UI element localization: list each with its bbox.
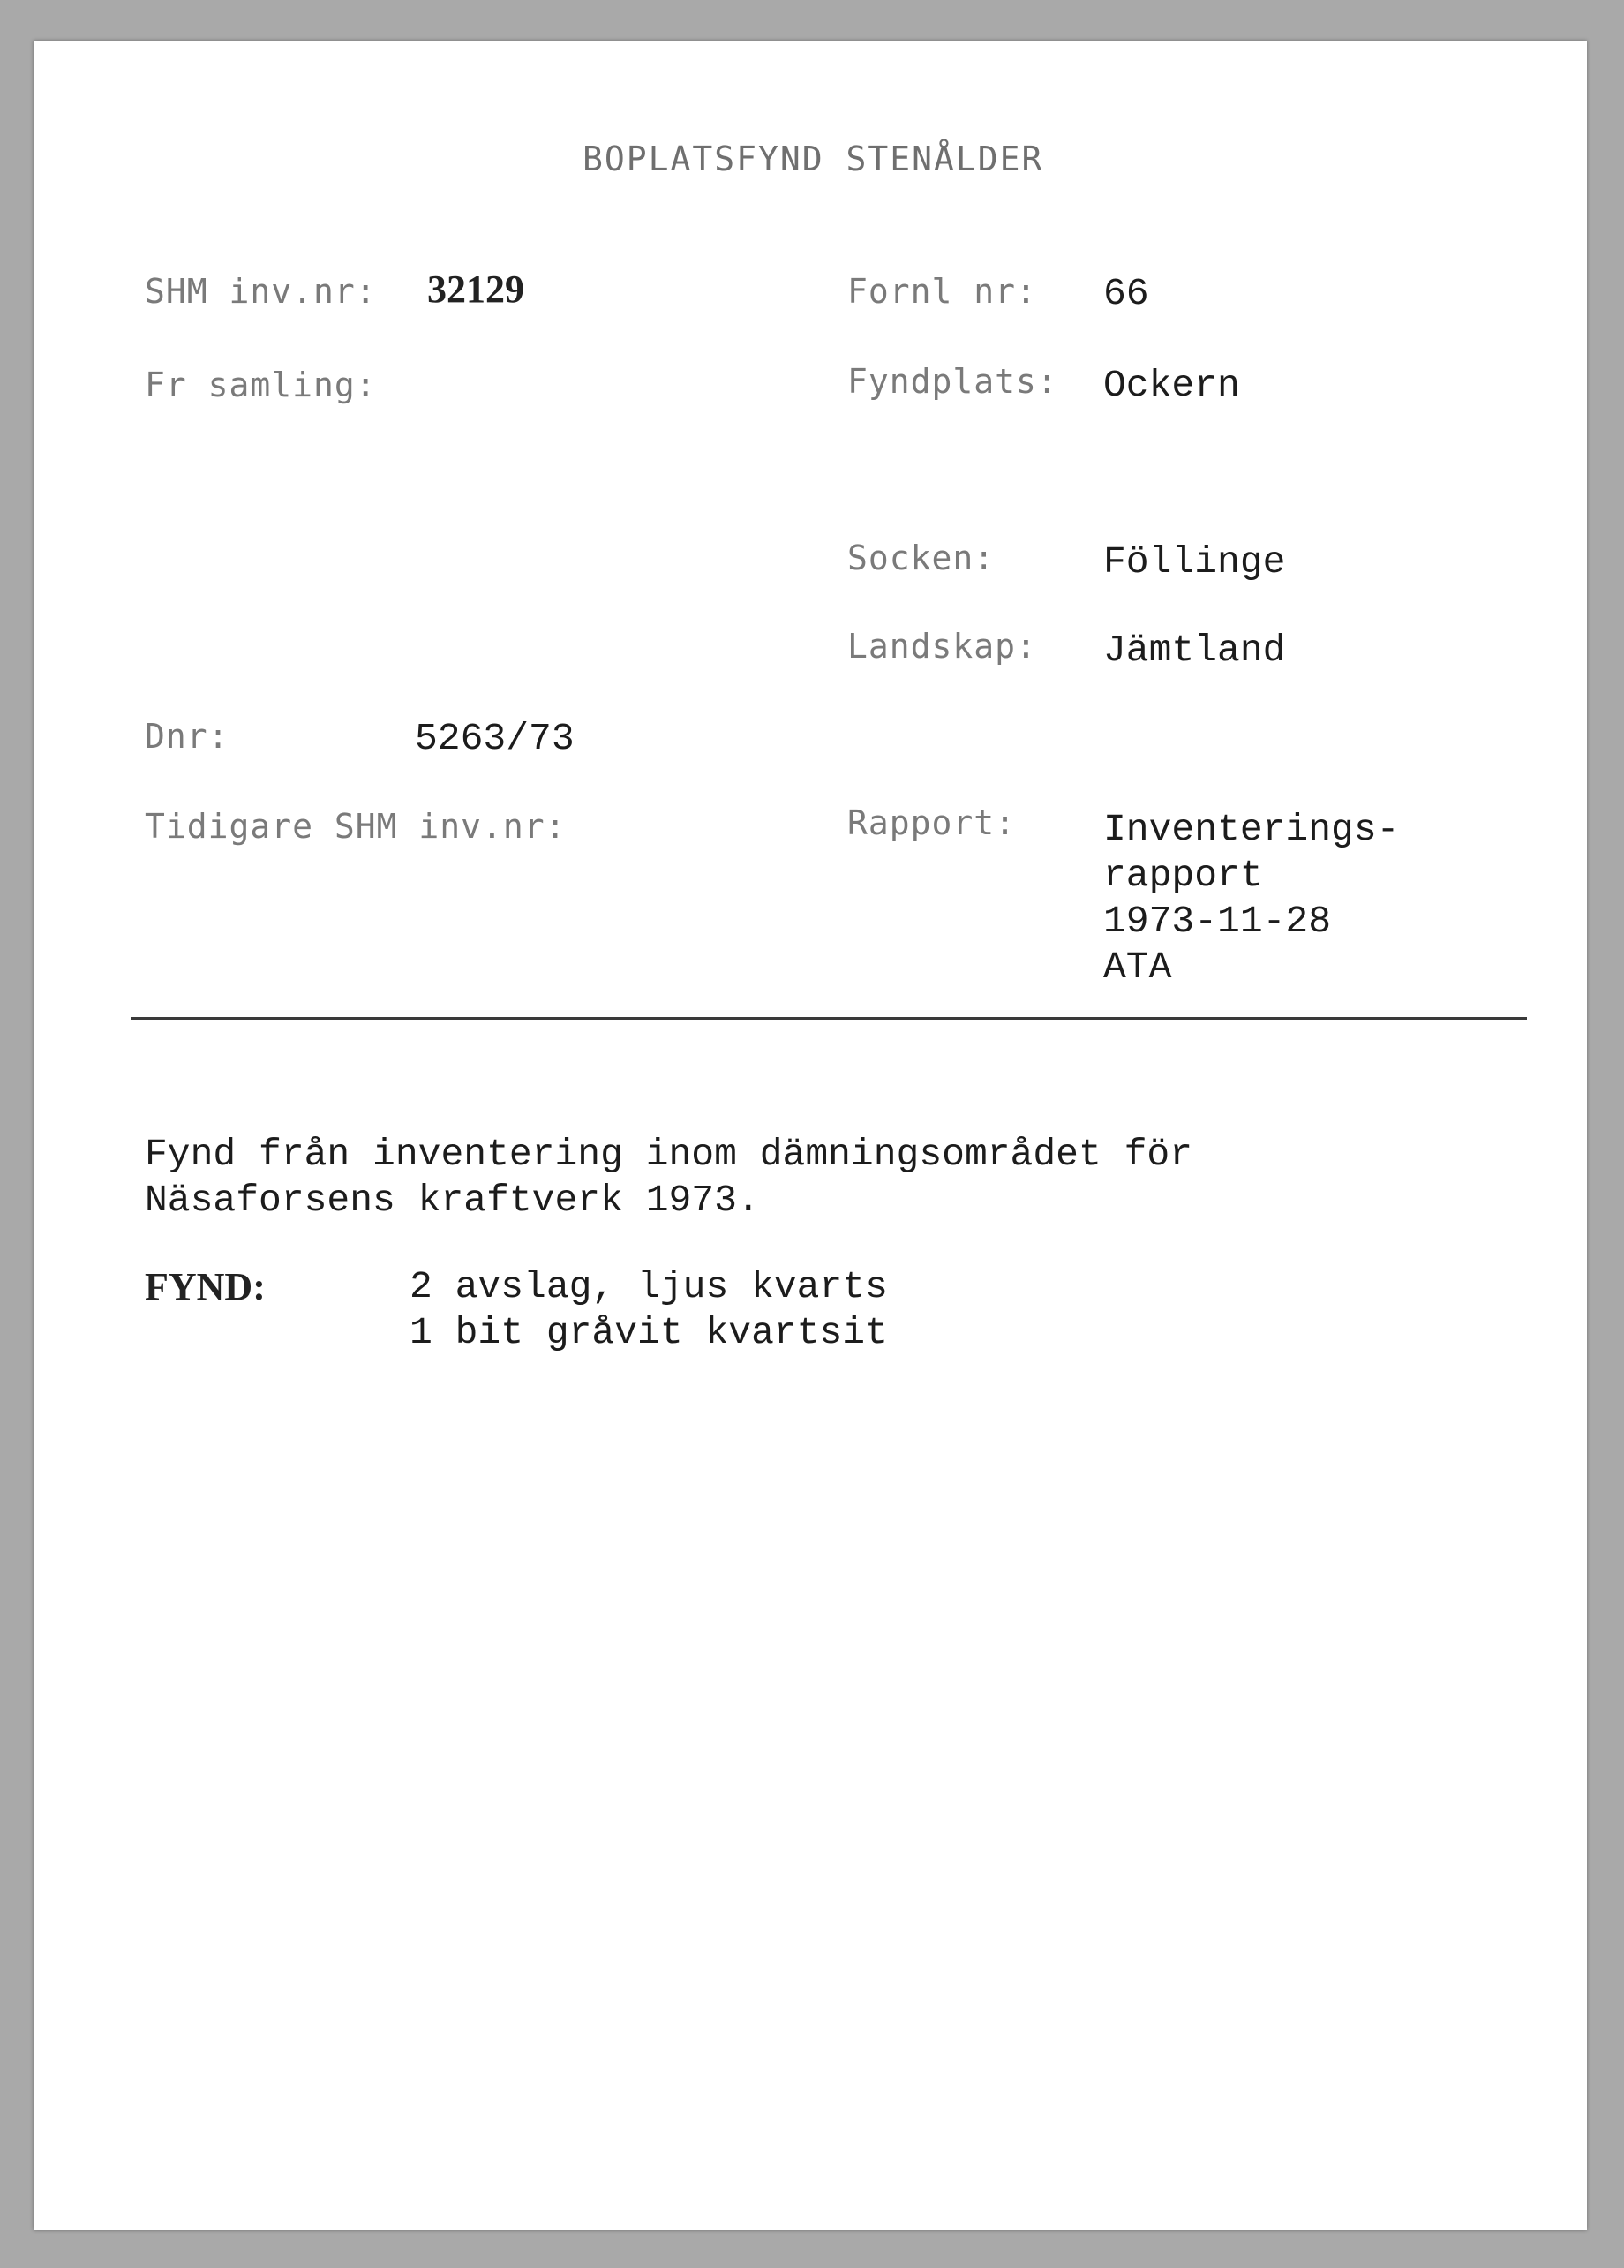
fynd-label: FYND: [145, 1265, 266, 1308]
dnr-label: Dnr: [145, 717, 229, 756]
socken-value: Föllinge [1103, 540, 1286, 584]
description-line-2: Näsaforsens kraftverk 1973. [145, 1179, 760, 1222]
rapport-line: Inventerings- [1103, 808, 1400, 851]
fornl-nr-value: 66 [1103, 272, 1149, 315]
socken-label: Socken: [847, 539, 996, 577]
shm-inv-nr-label: SHM inv.nr: [145, 272, 377, 311]
fr-samling-label: Fr samling: [145, 365, 377, 404]
document-page [34, 41, 1587, 2230]
fyndplats-label: Fyndplats: [847, 362, 1058, 401]
fynd-item: 2 avslag, ljus kvarts [410, 1265, 888, 1308]
fornl-nr-label: Fornl nr: [847, 272, 1037, 311]
rapport-label: Rapport: [847, 803, 1017, 842]
fyndplats-value: Ockern [1103, 364, 1240, 407]
shm-inv-nr-value: 32129 [427, 267, 524, 311]
dnr-value: 5263/73 [415, 717, 575, 760]
fynd-list [410, 1264, 888, 1356]
rapport-line: ATA [1103, 946, 1172, 989]
landskap-label: Landskap: [847, 627, 1037, 666]
page-title: BOPLATSFYND STENÅLDER [583, 139, 1044, 178]
rapport-value [1103, 807, 1399, 991]
rapport-line: rapport [1103, 854, 1263, 897]
fynd-item: 1 bit gråvit kvartsit [410, 1311, 888, 1354]
landskap-value: Jämtland [1103, 629, 1286, 672]
description-line-1: Fynd från inventering inom dämningsområdet för [145, 1133, 1192, 1176]
divider-line [131, 1017, 1527, 1020]
rapport-line: 1973-11-28 [1103, 900, 1332, 943]
tidigare-shm-inv-nr-label: Tidigare SHM inv.nr: [145, 807, 567, 846]
